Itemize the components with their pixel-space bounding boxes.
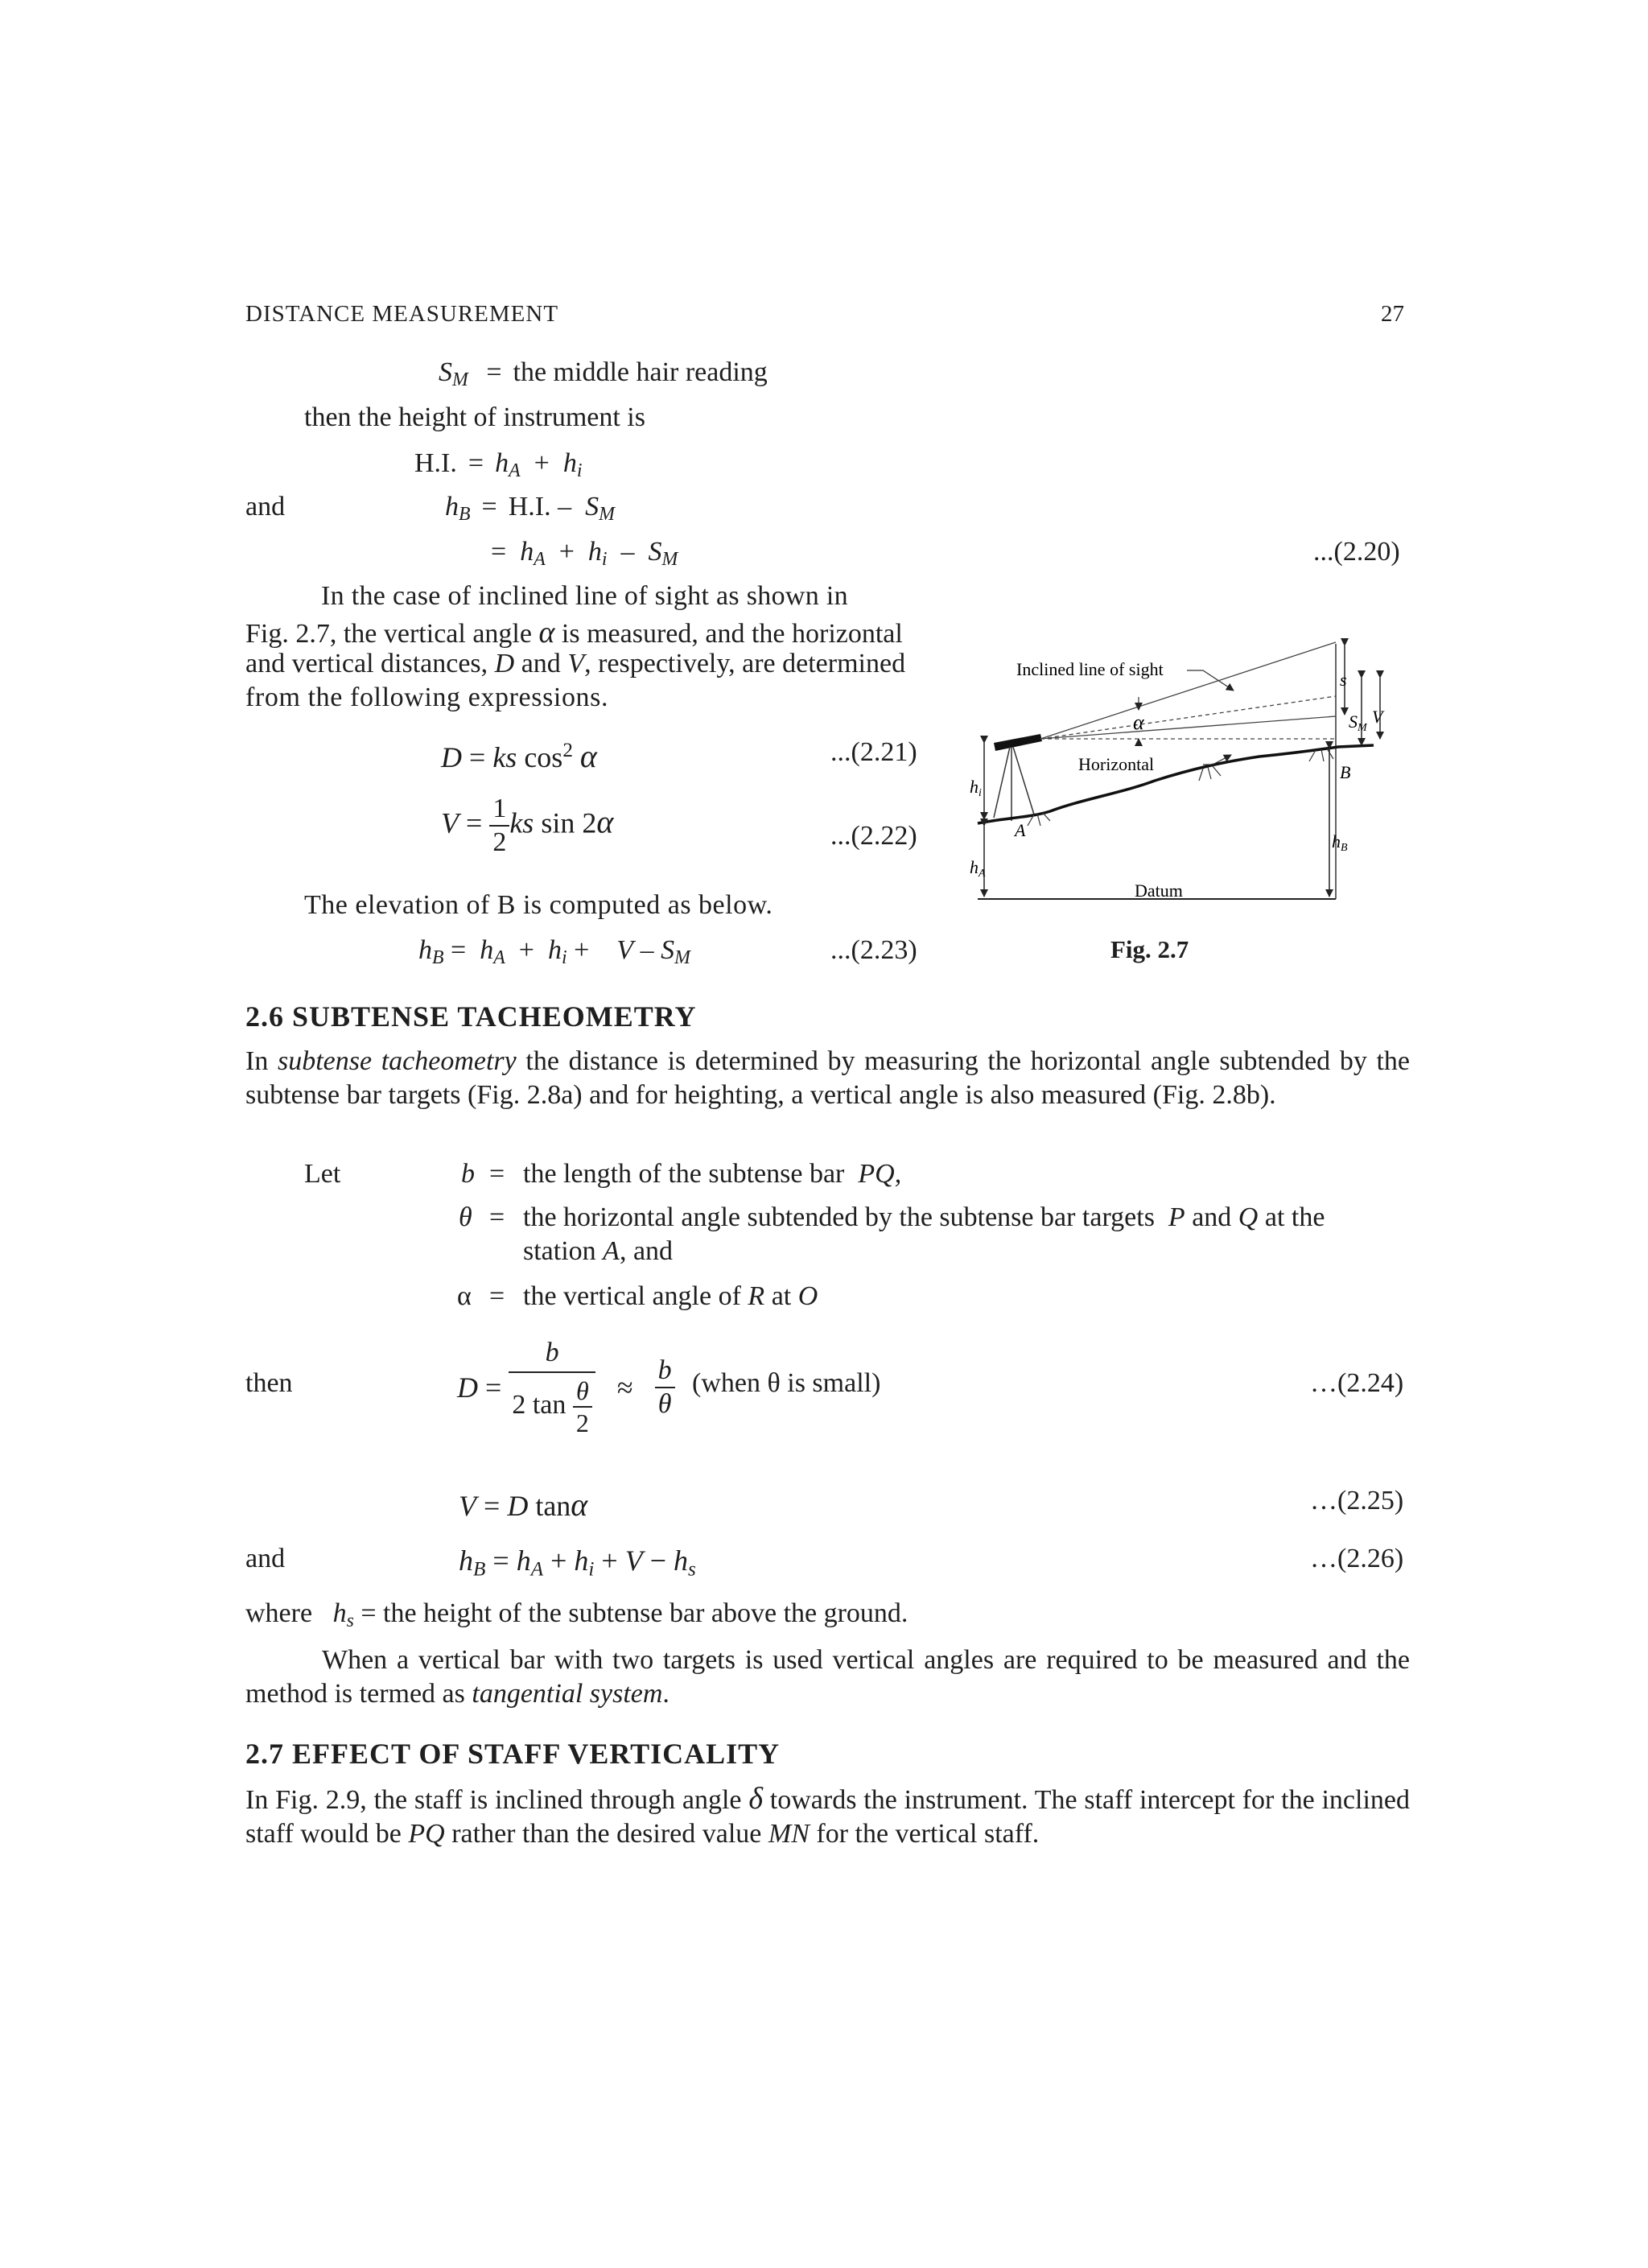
- definition-b: the length of the subtense bar PQ,: [523, 1159, 902, 1189]
- equation-hi: H.I. = $h_A + h_i$: [414, 448, 583, 481]
- tangential-paragraph: When a vertical bar with two targets is used vertical angles are required to be measured and the method is termed as tangential system.: [245, 1645, 1410, 1709]
- definition-alpha: the vertical angle of R at O: [523, 1281, 818, 1311]
- when-theta-small: (when θ is small): [692, 1368, 881, 1398]
- hi-intro: then the height of instrument is: [304, 402, 645, 432]
- label-station-b: B: [1340, 762, 1351, 782]
- equation-2-22: V = $\frac{1}{2}$ ks sin 2α: [441, 794, 614, 857]
- figure-2-7: [962, 628, 1396, 918]
- symbol-alpha: α: [457, 1281, 472, 1311]
- label-inclined-line: Inclined line of sight: [1016, 659, 1164, 679]
- inclined-para-line4: from the following expressions.: [245, 682, 609, 712]
- equals-sign: =: [489, 1202, 505, 1232]
- symbol-b: b: [461, 1159, 475, 1189]
- equation-hb-2: = $h_A + h_i - S_M$: [491, 537, 678, 570]
- subtense-intro-paragraph: In subtense tacheometry the distance is determined by measuring the horizontal angle subtended by the subtense bar targets (Fig. 2.8a) and for heighting, a vertical angle is also measured (Fig. 2.8b).: [245, 1046, 1411, 1110]
- and-label-2: and: [245, 1544, 286, 1573]
- sm-definition: $S_M$ = the middle hair reading: [439, 357, 768, 390]
- label-station-a: A: [1015, 820, 1026, 840]
- staff-verticality-paragraph: In Fig. 2.9, the staff is inclined through angle δ towards the instrument. The staff intercept for the inclined staff would be PQ rather than the desired value MN for the vertical staff.: [245, 1782, 1411, 1849]
- equation-2-21: D = ks $\cos^2 \alpha$: [441, 738, 597, 774]
- inclined-para-line3: and vertical distances, D and V, respectively, are determined: [245, 649, 906, 678]
- equals-sign: =: [489, 1159, 505, 1189]
- let-label: Let: [304, 1159, 341, 1189]
- label-v: V: [1372, 707, 1383, 727]
- equation-number-2-22: ...(2.22): [830, 821, 917, 851]
- label-horizontal: Horizontal: [1078, 754, 1155, 774]
- then-label: then: [245, 1368, 293, 1398]
- equation-2-25: V = D tanα: [459, 1487, 588, 1523]
- where-line: where $h_s$ = the height of the subtense bar above the ground.: [245, 1598, 908, 1631]
- definition-theta-line2: station A, and: [523, 1236, 674, 1266]
- label-hb: hB: [1332, 831, 1348, 854]
- equation-hb-1: $h_B = H.I$. – $S_M$: [445, 492, 615, 525]
- equation-number-2-25: …(2.25): [1310, 1486, 1404, 1515]
- sm-symbol: $S_M$: [439, 357, 468, 390]
- equation-2-26: $h_B = h_A + h_i + V - h_s$: [459, 1544, 696, 1581]
- label-alpha: α: [1133, 711, 1144, 734]
- equation-number-2-20: ...(2.20): [1313, 537, 1400, 567]
- label-hi: hi: [970, 777, 982, 799]
- inclined-para-line1: In the case of inclined line of sight as shown in: [321, 581, 848, 611]
- and-label-1: and: [245, 492, 286, 522]
- section-heading-2-7: 2.7 EFFECT OF STAFF VERTICALITY: [245, 1738, 781, 1770]
- symbol-theta: θ: [459, 1202, 472, 1232]
- page-number: 27: [1381, 301, 1404, 327]
- label-ha: hA: [970, 857, 986, 880]
- label-datum: Datum: [1135, 880, 1183, 901]
- running-header: DISTANCE MEASUREMENT: [245, 301, 559, 327]
- section-heading-2-6: 2.6 SUBTENSE TACHEOMETRY: [245, 1000, 697, 1033]
- label-s: s: [1340, 670, 1347, 690]
- label-sm: SM: [1349, 711, 1367, 734]
- equation-number-2-21: ...(2.21): [830, 737, 917, 767]
- definition-theta: the horizontal angle subtended by the subtense bar targets P and Q at the: [523, 1202, 1325, 1232]
- sm-meaning: the middle hair reading: [513, 357, 768, 387]
- elevation-text: The elevation of B is computed as below.: [304, 890, 773, 920]
- equation-2-23: $h_B = h_A + h_i$ + V – $S_M$: [418, 935, 690, 968]
- equation-number-2-26: …(2.26): [1310, 1544, 1404, 1573]
- equation-2-24: D = b 2 tan $\frac{\theta}{2}$ ≈ $\frac{b}{\theta}$: [457, 1339, 675, 1436]
- equation-number-2-24: …(2.24): [1310, 1368, 1404, 1398]
- equals-sign: =: [489, 1281, 505, 1311]
- inclined-para-line2: Fig. 2.7, the vertical angle α is measured, and the horizontal: [245, 616, 903, 649]
- figure-caption: Fig. 2.7: [1110, 935, 1189, 963]
- equation-number-2-23: ...(2.23): [830, 935, 917, 965]
